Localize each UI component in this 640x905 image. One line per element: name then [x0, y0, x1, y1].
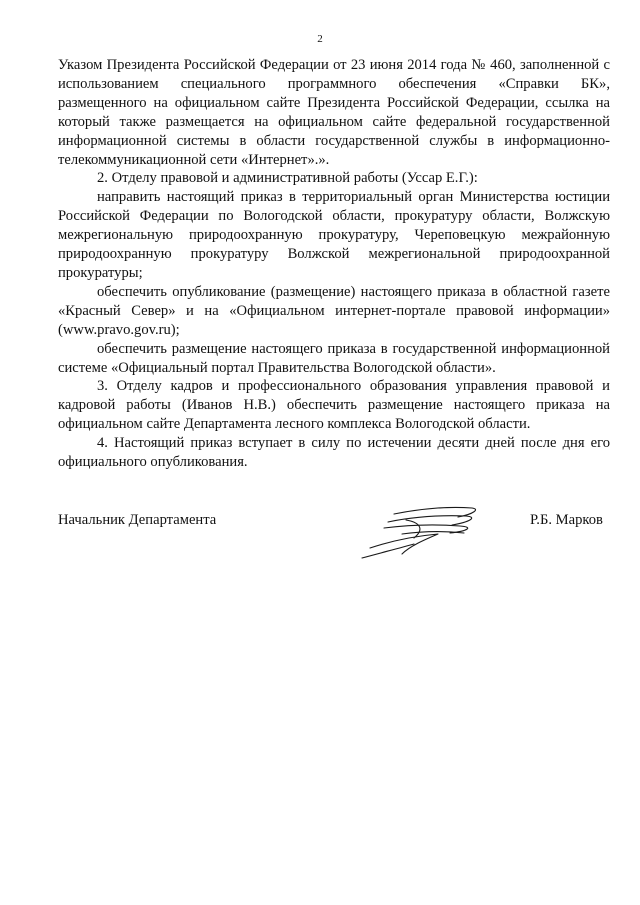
paragraph-item-2-publish: обеспечить опубликование (размещение) настоящего приказа в областной газете «Красный Север» и на «Официальном интернет-портале правовой информации» (www.pravo.gov.ru);: [58, 283, 610, 338]
paragraph-item-2-portal: обеспечить размещение настоящего приказа в государственной информационной системе «Официальный портал Правительства Вологодской области».: [58, 340, 610, 376]
handwritten-signature-icon: [354, 500, 504, 560]
document-body: [58, 56, 610, 472]
signatory-title: Начальник Департамента: [58, 512, 217, 528]
paragraph-item-3: 3. Отделу кадров и профессионального образования управления правовой и кадровой работы (Иванов Н.В.) обеспечить размещение настоящего приказа на официальном сайте Департамента лесного комплекса Вологодской области.: [58, 378, 610, 433]
paragraph-item-2: 2. Отделу правовой и административной работы (Уссар Е.Г.):: [97, 170, 478, 187]
paragraph-item-2-send: направить настоящий приказ в территориальный орган Министерства юстиции Российской Федерации по Вологодской области, прокуратуру области, Волжскую межрегиональную природоохранную прокуратуру, Череповецкую межрайонную природоохранную прокуратуру Волжской межрегиональной природоохранной прокуратуры;: [58, 189, 610, 281]
paragraph-item-4: 4. Настоящий приказ вступает в силу по истечении десяти дней после дня его официального опубликования.: [58, 435, 610, 471]
signature-block: [58, 500, 610, 560]
page-number: 2: [317, 33, 323, 45]
paragraph-decree-continuation: Указом Президента Российской Федерации от 23 июня 2014 года № 460, заполненной с использованием специального программного обеспечения «Справки БК», размещенного на официальном сайте Президента Российской Федерации, ссылка на который также размещается на официальном сайте федеральной государственной информационной системы в области государственной службы в информационно-телекоммуникационной сети «Интернет».».: [58, 57, 610, 168]
signatory-name: Р.Б. Марков: [530, 512, 603, 528]
